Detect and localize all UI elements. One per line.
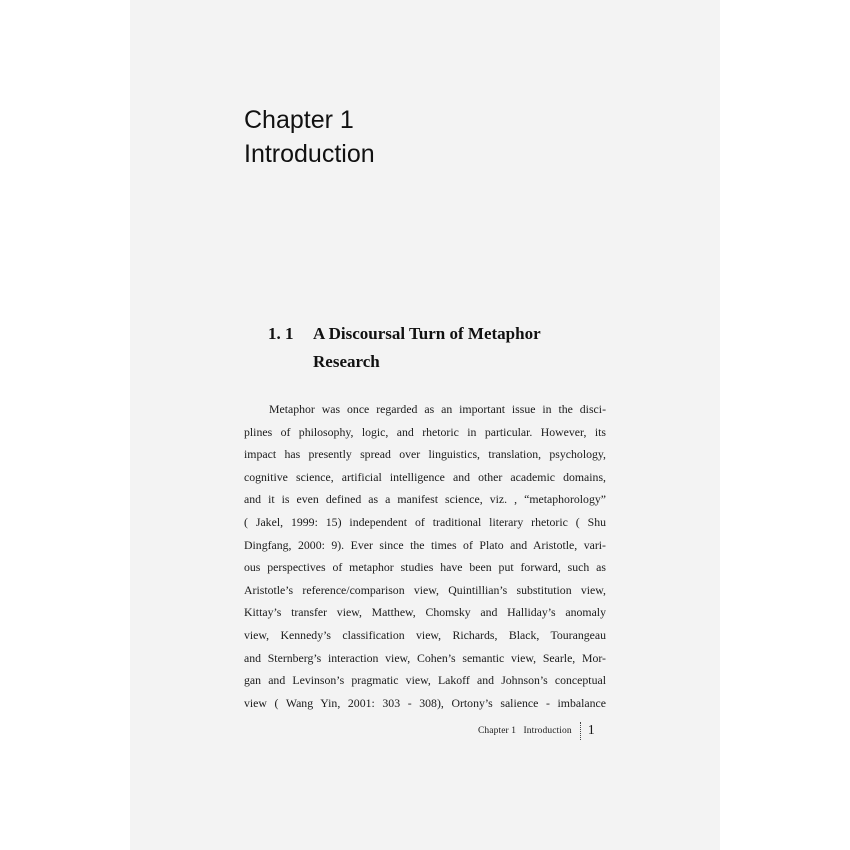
section-title-line-1: A Discoursal Turn of Metaphor: [313, 324, 541, 343]
page-number: 1: [587, 723, 595, 738]
section-number: 1. 1: [268, 324, 294, 343]
paragraph-line: ( Jakel, 1999: 15) independent of traditional literary rhetoric ( Shu: [244, 514, 606, 529]
paragraph-line: Aristotle’s reference/comparison view, Quintillian’s substitution view,: [244, 582, 606, 597]
paragraph-line: and Sternberg’s interaction view, Cohen’s semantic view, Searle, Mor-: [244, 650, 606, 665]
section-heading: [268, 320, 541, 376]
paragraph-line: plines of philosophy, logic, and rhetoric in particular. However, its: [244, 424, 606, 439]
paragraph-line: Metaphor was once regarded as an important issue in the disci-: [269, 402, 606, 416]
running-footer: [478, 722, 595, 740]
paragraph-line: view, Kennedy’s classification view, Richards, Black, Tourangeau: [244, 627, 606, 642]
section-title-line-2: Research: [313, 352, 380, 371]
paragraph-line: ous perspectives of metaphor studies have been put forward, such as: [244, 560, 606, 575]
chapter-title: [244, 103, 375, 171]
paragraph-line: Dingfang, 2000: 9). Ever since the times of Plato and Aristotle, vari-: [244, 537, 606, 552]
paragraph-line: impact has presently spread over linguistics, translation, psychology,: [244, 447, 606, 462]
chapter-name: Introduction: [244, 140, 375, 168]
paragraph-line: Kittay’s transfer view, Matthew, Chomsky and Halliday’s anomaly: [244, 605, 606, 620]
paragraph-line: gan and Levinson’s pragmatic view, Lakoff and Johnson’s conceptual: [244, 673, 606, 688]
paragraph-line: and it is even defined as a manifest science, viz. , “metaphorology”: [244, 492, 606, 507]
body-paragraph: [244, 398, 606, 714]
paragraph-line: view ( Wang Yin, 2001: 303 - 308), Ortony’s salience - imbalance: [244, 695, 606, 710]
footer-chapter-label: Chapter 1 Introduction: [478, 726, 572, 736]
chapter-number: Chapter 1: [244, 106, 354, 134]
paragraph-line: cognitive science, artificial intelligence and other academic domains,: [244, 469, 606, 484]
footer-divider: [580, 722, 581, 740]
